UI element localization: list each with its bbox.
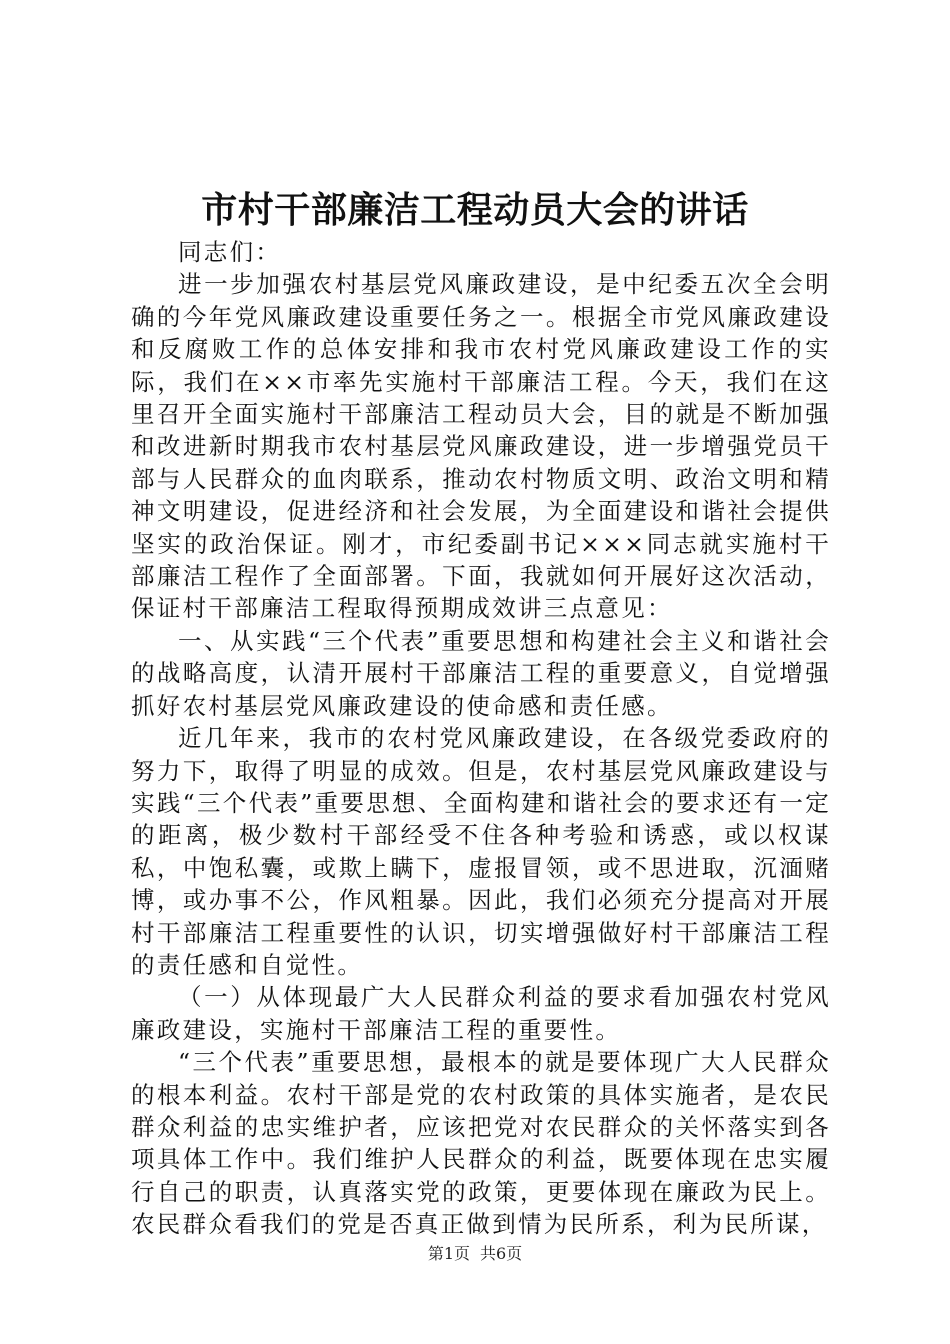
page-number: 第1页 bbox=[427, 1244, 470, 1263]
body-paragraph: 近几年来，我市的农村党风廉政建设，在各级党委政府的努力下，取得了明显的成效。但是，农村基层党风廉政建设与实践“三个代表”重要思想、全面构建和谐社会的要求还有一定的距离，极少数村干部经受不住各种考验和诱惑，或以权谋私，中饱私囊，或欺上瞒下，虚报冒领，或不思进取，沉湎赌博，或办事不公，作风粗暴。因此，我们必须充分提高对开展村干部廉洁工程重要性的认识，切实增强做好村干部廉洁工程的责任感和自觉性。 bbox=[131, 724, 831, 979]
page-total: 共6页 bbox=[480, 1244, 523, 1263]
document-body bbox=[131, 236, 831, 1241]
document-title: 市村干部廉洁工程动员大会的讲话 bbox=[201, 189, 749, 231]
page-footer bbox=[0, 1243, 950, 1265]
subsection-heading: （一）从体现最广大人民群众利益的要求看加强农村党风廉政建设，实施村干部廉洁工程的重要性。 bbox=[131, 983, 831, 1044]
salutation: 同志们： bbox=[178, 238, 282, 266]
section-heading: 一、从实践“三个代表”重要思想和构建社会主义和谐社会的战略高度，认清开展村干部廉洁工程的重要意义，自觉增强抓好农村基层党风廉政建设的使命感和责任感。 bbox=[131, 626, 831, 720]
body-paragraph: 进一步加强农村基层党风廉政建设，是中纪委五次全会明确的今年党风廉政建设重要任务之一。根据全市党风廉政建设和反腐败工作的总体安排和我市农村党风廉政建设工作的实际，我们在××市率先实施村干部廉洁工程。今天，我们在这里召开全面实施村干部廉洁工程动员大会，目的就是不断加强和改进新时期我市农村基层党风廉政建设，进一步增强党员干部与人民群众的血肉联系，推动农村物质文明、政治文明和精神文明建设，促进经济和社会发展，为全面建设和谐社会提供坚实的政治保证。刚才，市纪委副书记×××同志就实施村干部廉洁工程作了全面部署。下面，我就如何开展好这次活动，保证村干部廉洁工程取得预期成效讲三点意见： bbox=[131, 270, 831, 623]
body-paragraph: “三个代表”重要思想，最根本的就是要体现广大人民群众的根本利益。农村干部是党的农村政策的具体实施者，是农民群众利益的忠实维护者，应该把党对农民群众的关怀落实到各项具体工作中。我们维护人民群众的利益，既要体现在忠实履行自己的职责，认真落实党的政策，更要体现在廉政为民上。农民群众看我们的党是否真正做到情为民所系，利为民所谋， bbox=[131, 1048, 831, 1239]
